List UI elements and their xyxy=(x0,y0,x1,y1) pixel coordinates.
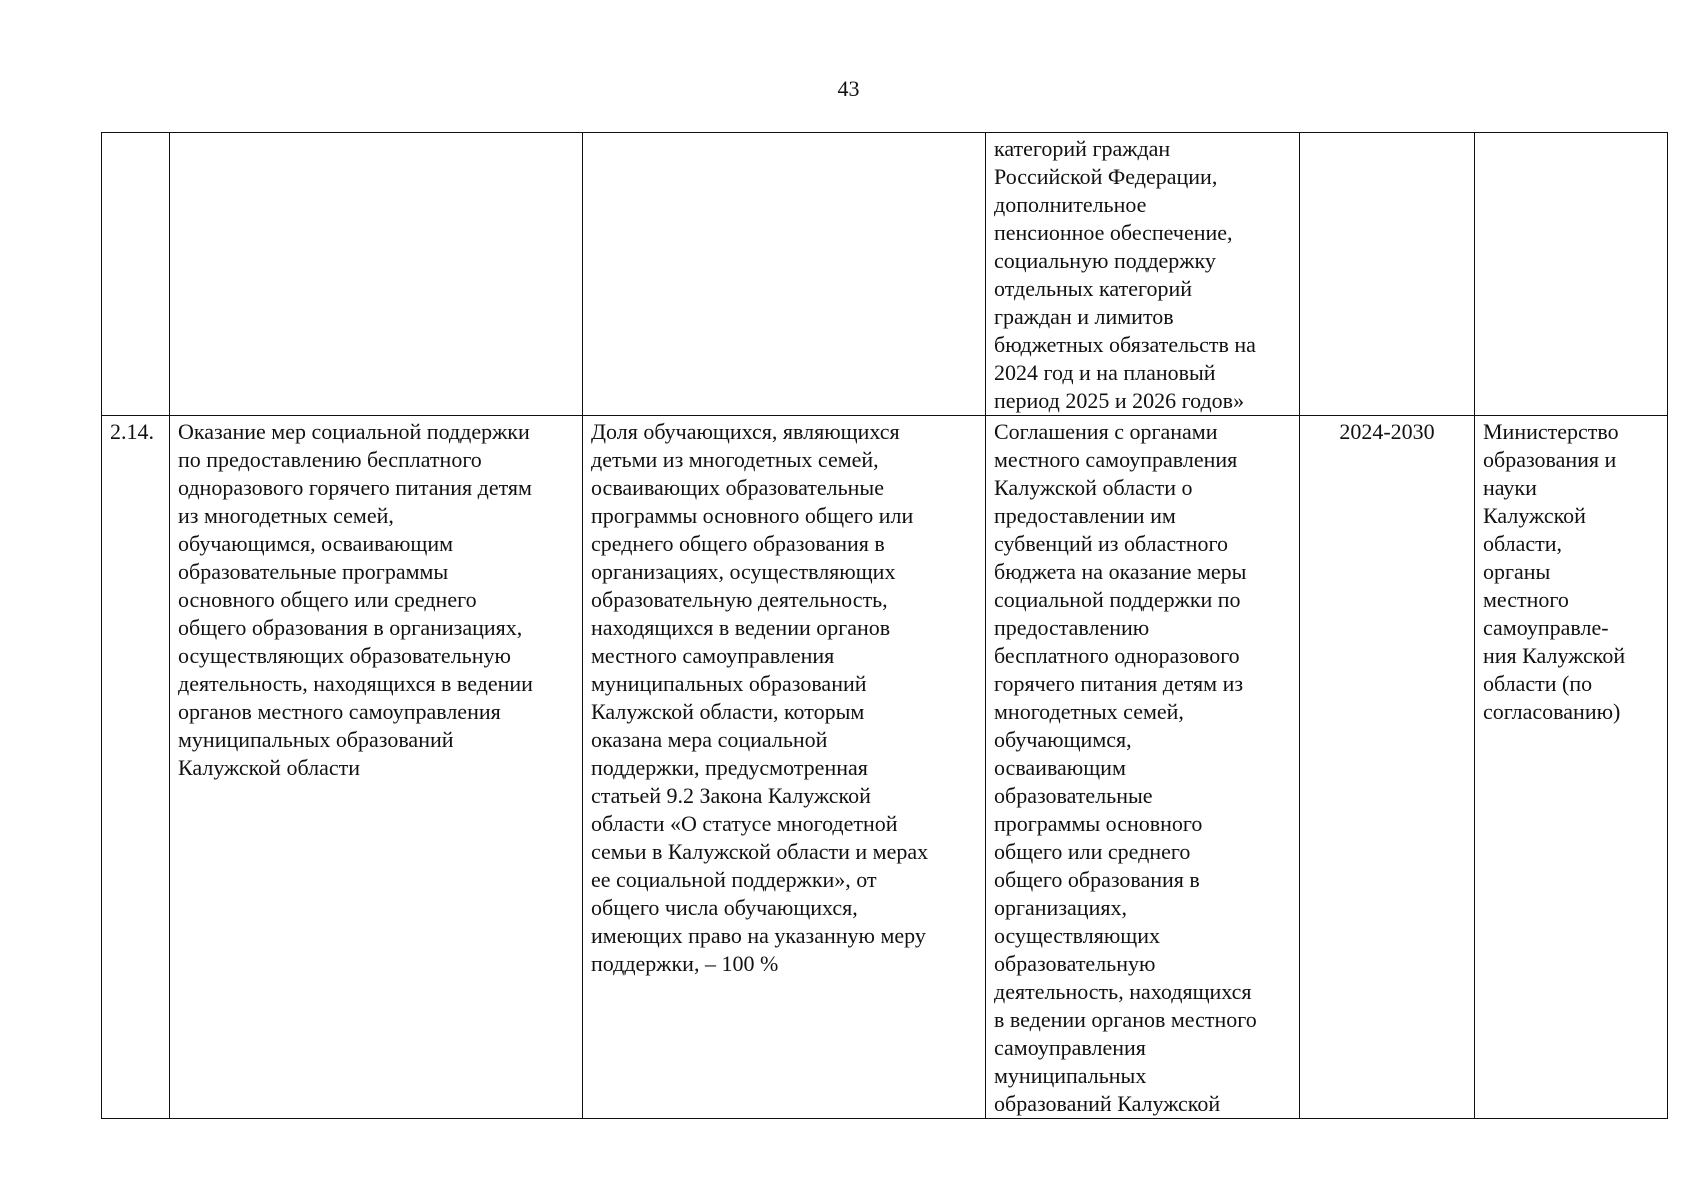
cell-period xyxy=(1300,416,1475,1119)
measures-table xyxy=(101,132,1668,1119)
cell-indicator xyxy=(583,133,986,416)
cell-responsible-text: Министерство образования и науки Калужской области, органы местного самоуправле- ния Калужской области (по согласованию) xyxy=(1483,419,1626,724)
cell-basis-text: категорий граждан Российской Федерации, дополнительное пенсионное обеспечение, социальную поддержку отдельных категорий граждан и лимитов бюджетных обязательств на 2024 год и на плановый период 2025 и 2026 годов» xyxy=(994,136,1256,413)
cell-responsible xyxy=(1475,416,1668,1119)
cell-basis xyxy=(986,416,1300,1119)
cell-measure xyxy=(170,133,583,416)
cell-basis-text: Соглашения с органами местного самоуправления Калужской области о предоставлении им субвенций из областного бюджета на оказание меры социальной поддержки по предоставлению бесплатного одноразового горячего питания детям из многодетных семей, обучающимся, осваивающим образовательные программы основного общего или среднего общего образования в организациях, осуществляющих образовательную деятельность, находящихся в ведении органов местного самоуправления муниципальных образований Калужской xyxy=(994,419,1257,1116)
cell-period-text: 2024-2030 xyxy=(1339,419,1435,444)
page-number: 43 xyxy=(837,76,860,101)
cell-number xyxy=(102,416,170,1119)
cell-measure xyxy=(170,416,583,1119)
table-row xyxy=(102,133,1668,416)
cell-number xyxy=(102,133,170,416)
cell-responsible xyxy=(1475,133,1668,416)
cell-period xyxy=(1300,133,1475,416)
cell-indicator-text: Доля обучающихся, являющихся детьми из многодетных семей, осваивающих образовательные программы основного общего или среднего общего образования в организациях, осуществляющих образовательную деятельность, находящихся в ведении органов местного самоуправления муниципальных образований Калужской области, которым оказана мера социальной поддержки, предусмотренная статьей 9.2 Закона Калужской области «О статусе многодетной семьи в Калужской области и мерах ее социальной поддержки», от общего числа обучающихся, имеющих право на указанную меру поддержки, – 100 % xyxy=(591,419,929,976)
cell-number-text: 2.14. xyxy=(110,419,154,444)
table-row xyxy=(102,416,1668,1119)
cell-indicator xyxy=(583,416,986,1119)
cell-basis xyxy=(986,133,1300,416)
cell-measure-text: Оказание мер социальной поддержки по предоставлению бесплатного одноразового горячего питания детям из многодетных семей, обучающимся, осваивающим образовательные программы основного общего или среднего общего образования в организациях, осуществляющих образовательную деятельность, находящихся в ведении органов местного самоуправления муниципальных образований Калужской области xyxy=(178,419,533,780)
